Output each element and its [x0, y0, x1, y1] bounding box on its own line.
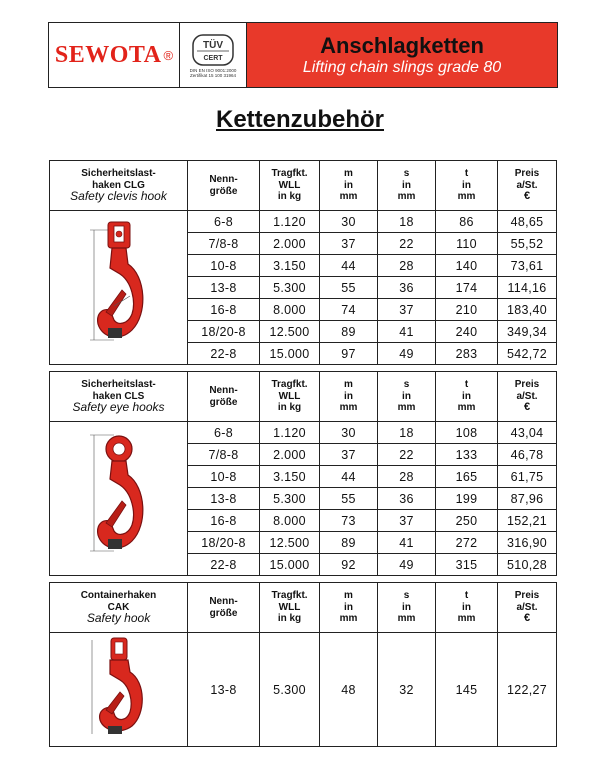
header-label: mm: [339, 613, 358, 625]
header-label: Nenn-: [209, 174, 238, 185]
cell-wll: 12.500: [260, 321, 320, 343]
col-wll: [260, 372, 320, 422]
table-row: [50, 422, 557, 444]
cell-size: 6-8: [188, 211, 260, 233]
col-price: [498, 583, 557, 633]
header-label: WLL: [278, 601, 301, 613]
header-label: mm: [397, 191, 416, 203]
cell-t: 283: [436, 343, 498, 365]
cell-wll: 12.500: [260, 532, 320, 554]
header-label: Tragfkt.: [271, 379, 308, 391]
cell-m: 55: [320, 488, 378, 510]
eye-hook-image: [50, 422, 188, 576]
cell-m: 97: [320, 343, 378, 365]
cell-wll: 3.150: [260, 255, 320, 277]
cell-t: 165: [436, 466, 498, 488]
header-label: in: [462, 179, 471, 191]
cell-price: 183,40: [498, 299, 557, 321]
product-table-cls: [49, 371, 557, 576]
header-label: Nenn-: [209, 385, 238, 396]
cell-size: 22-8: [188, 554, 260, 576]
header-label: WLL: [278, 390, 301, 402]
product-name-cell: [50, 372, 188, 422]
header-banner: [48, 22, 558, 88]
header-label: s: [403, 168, 410, 180]
col-s: [378, 583, 436, 633]
col-size: [188, 161, 260, 211]
header-label: a/St.: [516, 390, 538, 402]
cell-price: 48,65: [498, 211, 557, 233]
cell-t: 315: [436, 554, 498, 576]
col-t: [436, 372, 498, 422]
cell-s: 49: [378, 554, 436, 576]
clevis-hook-image: [50, 211, 188, 365]
header-label: a/St.: [516, 179, 538, 191]
cell-m: 30: [320, 422, 378, 444]
header-label: in: [402, 601, 411, 613]
col-m: [320, 583, 378, 633]
col-wll: [260, 583, 320, 633]
cert-sub: CERT: [203, 54, 223, 62]
cell-t: 133: [436, 444, 498, 466]
header-label: mm: [339, 191, 358, 203]
header-label: größe: [209, 396, 238, 408]
col-m: [320, 161, 378, 211]
header-label: größe: [209, 607, 238, 619]
cell-wll: 8.000: [260, 510, 320, 532]
cell-t: 199: [436, 488, 498, 510]
cell-s: 37: [378, 299, 436, 321]
header-title: Anschlagketten: [320, 32, 484, 58]
cell-s: 32: [378, 633, 436, 747]
col-price: [498, 372, 557, 422]
table-row: [50, 633, 557, 747]
header-label: in: [462, 390, 471, 402]
header-label: Preis: [514, 379, 540, 391]
cell-price: 349,34: [498, 321, 557, 343]
brand-logo: [49, 23, 180, 87]
cell-s: 28: [378, 466, 436, 488]
cell-price: 316,90: [498, 532, 557, 554]
eye-hook-icon: [84, 427, 154, 567]
cell-t: 250: [436, 510, 498, 532]
header-label: Preis: [514, 168, 540, 180]
col-wll: [260, 161, 320, 211]
cell-s: 36: [378, 277, 436, 299]
cell-m: 37: [320, 233, 378, 255]
header-label: mm: [457, 402, 476, 414]
table-header-row: [50, 583, 557, 633]
header-label: s: [403, 590, 410, 602]
brand-registered-mark: ®: [163, 47, 174, 63]
col-price: [498, 161, 557, 211]
product-name-cell: [50, 161, 188, 211]
cell-size: 18/20-8: [188, 321, 260, 343]
cell-size: 13-8: [188, 277, 260, 299]
cell-wll: 3.150: [260, 466, 320, 488]
header-title-box: [247, 23, 557, 87]
header-label: t: [464, 379, 469, 391]
cell-s: 41: [378, 321, 436, 343]
cell-size: 10-8: [188, 255, 260, 277]
header-label: m: [344, 379, 353, 391]
cell-t: 272: [436, 532, 498, 554]
cell-price: 114,16: [498, 277, 557, 299]
product-name-de-2: haken CLG: [92, 179, 145, 191]
cell-m: 55: [320, 277, 378, 299]
cell-price: 46,78: [498, 444, 557, 466]
cell-price: 61,75: [498, 466, 557, 488]
cell-price: 122,27: [498, 633, 557, 747]
cell-t: 110: [436, 233, 498, 255]
cell-s: 37: [378, 510, 436, 532]
header-label: in: [402, 179, 411, 191]
cell-t: 174: [436, 277, 498, 299]
table-header-row: [50, 161, 557, 211]
cell-m: 44: [320, 466, 378, 488]
cell-t: 140: [436, 255, 498, 277]
cell-wll: 8.000: [260, 299, 320, 321]
cell-wll: 5.300: [260, 488, 320, 510]
cell-m: 48: [320, 633, 378, 747]
cell-size: 10-8: [188, 466, 260, 488]
cell-size: 18/20-8: [188, 532, 260, 554]
header-subtitle: Lifting chain slings grade 80: [302, 58, 502, 76]
cell-wll: 15.000: [260, 554, 320, 576]
col-size: [188, 583, 260, 633]
product-name-de-2: haken CLS: [92, 390, 145, 402]
cell-m: 92: [320, 554, 378, 576]
col-t: [436, 583, 498, 633]
header-label: s: [403, 379, 410, 391]
cell-price: 87,96: [498, 488, 557, 510]
header-label: mm: [457, 613, 476, 625]
clevis-hook-icon: [84, 216, 154, 356]
cell-m: 89: [320, 532, 378, 554]
header-label: t: [464, 590, 469, 602]
cert-title: TÜV: [203, 39, 223, 51]
header-label: Tragfkt.: [271, 590, 308, 602]
cert-line-1: DIN EN ISO 9001:2000: [189, 67, 237, 73]
header-label: mm: [339, 402, 358, 414]
product-name-de-1: Sicherheitslast-: [81, 168, 156, 180]
cell-m: 37: [320, 444, 378, 466]
cell-size: 13-8: [188, 488, 260, 510]
page-title: Kettenzubehör: [216, 106, 384, 133]
col-t: [436, 161, 498, 211]
col-size: [188, 372, 260, 422]
product-name-en: Safety eye hooks: [72, 400, 165, 415]
cell-wll: 1.120: [260, 422, 320, 444]
cell-t: 145: [436, 633, 498, 747]
product-name-de-1: Sicherheitslast-: [81, 379, 156, 391]
cert-details: [190, 68, 237, 78]
header-label: WLL: [278, 179, 301, 191]
cell-wll: 5.300: [260, 277, 320, 299]
product-name-en: Safety clevis hook: [70, 189, 167, 204]
cell-s: 28: [378, 255, 436, 277]
header-label: Preis: [514, 590, 540, 602]
header-label: mm: [457, 191, 476, 203]
header-label: mm: [397, 402, 416, 414]
cert-line-2: Zertifikat 15 100 31964: [189, 72, 237, 78]
product-name-de-2: CAK: [107, 601, 130, 613]
header-label: t: [464, 168, 469, 180]
header-label: in kg: [277, 613, 302, 625]
cell-size: 6-8: [188, 422, 260, 444]
product-name-cell: [50, 583, 188, 633]
header-label: in: [402, 390, 411, 402]
cell-size: 16-8: [188, 510, 260, 532]
header-label: €: [523, 401, 531, 414]
cell-size: 16-8: [188, 299, 260, 321]
header-label: in kg: [277, 402, 302, 414]
header-label: in kg: [277, 191, 302, 203]
table-header-row: [50, 372, 557, 422]
cell-size: 7/8-8: [188, 444, 260, 466]
cell-wll: 2.000: [260, 233, 320, 255]
cell-t: 240: [436, 321, 498, 343]
header-label: in: [344, 179, 353, 191]
cell-t: 108: [436, 422, 498, 444]
header-label: in: [462, 601, 471, 613]
cell-size: 7/8-8: [188, 233, 260, 255]
cell-s: 36: [378, 488, 436, 510]
cell-price: 73,61: [498, 255, 557, 277]
cell-wll: 15.000: [260, 343, 320, 365]
container-hook-icon: [84, 634, 154, 742]
cell-size: 22-8: [188, 343, 260, 365]
product-table-cak: [49, 582, 557, 747]
cell-s: 18: [378, 211, 436, 233]
brand-name: SEWOTA: [54, 41, 162, 68]
cell-price: 542,72: [498, 343, 557, 365]
cell-s: 41: [378, 532, 436, 554]
product-name-en: Safety hook: [86, 611, 151, 626]
col-s: [378, 161, 436, 211]
cell-price: 43,04: [498, 422, 557, 444]
cell-s: 18: [378, 422, 436, 444]
col-m: [320, 372, 378, 422]
cell-size: 13-8: [188, 633, 260, 747]
container-hook-image: [50, 633, 188, 747]
table-row: [50, 211, 557, 233]
cell-s: 22: [378, 444, 436, 466]
header-label: Tragfkt.: [271, 168, 308, 180]
cell-wll: 2.000: [260, 444, 320, 466]
header-label: größe: [209, 185, 238, 197]
col-s: [378, 372, 436, 422]
header-label: Nenn-: [209, 596, 238, 607]
header-label: a/St.: [516, 601, 538, 613]
cell-m: 74: [320, 299, 378, 321]
cell-wll: 1.120: [260, 211, 320, 233]
header-label: m: [344, 590, 353, 602]
header-label: in: [344, 601, 353, 613]
cell-m: 30: [320, 211, 378, 233]
cell-t: 86: [436, 211, 498, 233]
cell-price: 510,28: [498, 554, 557, 576]
cell-m: 73: [320, 510, 378, 532]
cell-price: 55,52: [498, 233, 557, 255]
cell-s: 22: [378, 233, 436, 255]
product-table-clg: [49, 160, 557, 365]
header-label: in: [344, 390, 353, 402]
tuv-cert-badge: [180, 23, 247, 87]
cell-m: 44: [320, 255, 378, 277]
cell-s: 49: [378, 343, 436, 365]
cell-price: 152,21: [498, 510, 557, 532]
header-label: €: [523, 612, 531, 625]
cell-t: 210: [436, 299, 498, 321]
header-label: €: [523, 190, 531, 203]
product-name-de-1: Containerhaken: [80, 590, 157, 602]
header-label: mm: [397, 613, 416, 625]
tuv-seal-icon: [191, 33, 235, 67]
header-label: m: [344, 168, 353, 180]
cell-m: 89: [320, 321, 378, 343]
cell-wll: 5.300: [260, 633, 320, 747]
